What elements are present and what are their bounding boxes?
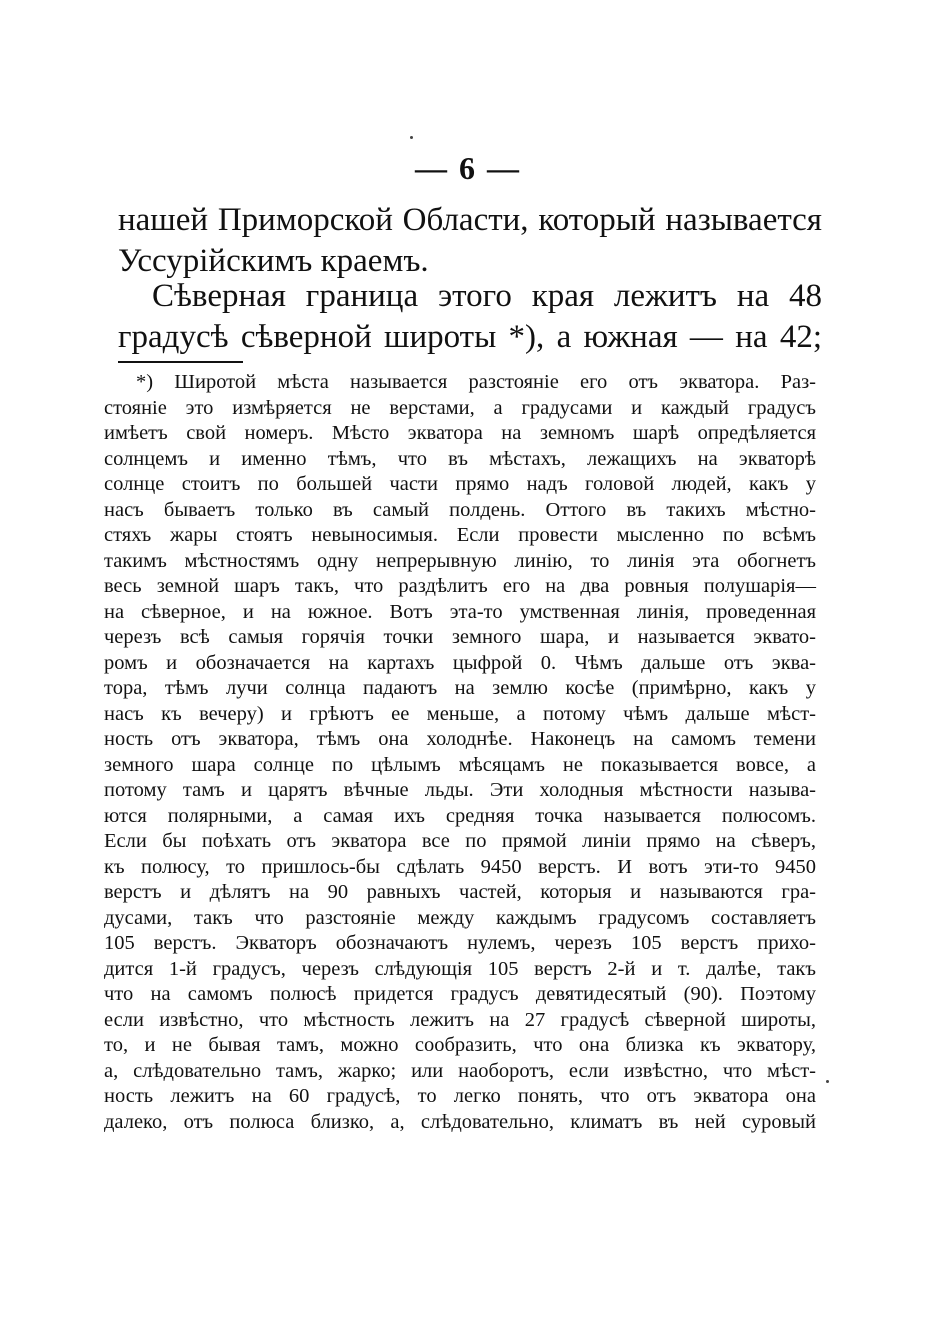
footnote-line: солнце стоитъ по большей части прямо надъ головой людей, какъ у	[104, 473, 816, 495]
footnote-line: тора, тѣмъ лучи солнца падаютъ на землю косѣе (примѣрно, какъ у	[104, 677, 816, 699]
footnote-line: насъ къ вечеру) и грѣютъ ее меньше, а потому чѣмъ дальше мѣст-	[104, 702, 816, 725]
footnote-line: ность отъ экватора, тѣмъ она холоднѣе. Наконецъ на самомъ темени	[104, 728, 816, 750]
footnote-line: ромъ и обозначается на картахъ цыфрой 0. Чѣмъ дальше отъ эква-	[104, 651, 816, 674]
footnote-line: далеко, отъ полюса близко, а, слѣдовательно, климатъ въ ней суровый	[104, 1110, 816, 1133]
footnote-line: черезъ всѣ самыя горячія точки земного шара, и называется эквато-	[104, 626, 816, 648]
print-speck	[410, 136, 413, 139]
main-line: Сѣверная граница этого края лежитъ на 48	[152, 278, 822, 314]
footnote-line: на сѣверное, и на южное. Вотъ эта-то умственная линія, проведенная	[104, 600, 816, 623]
footnote-line: потому тамъ и царятъ вѣчные льды. Эти холодныя мѣстности называ-	[104, 779, 816, 801]
main-paragraph-2	[118, 276, 822, 358]
footnote-line: ются полярными, а самая ихъ средняя точка называется полюсомъ.	[104, 804, 816, 827]
print-speck	[826, 1080, 829, 1083]
page-number: — 6 —	[415, 150, 521, 186]
footnote-line: Если бы поѣхать отъ экватора все по прямой линіи прямо на сѣверъ,	[104, 830, 816, 852]
footnote-line: насъ бываетъ только въ самый полдень. Оттого въ такихъ мѣстно-	[104, 498, 816, 521]
footnote-line: то, и не бывая тамъ, можно сообразить, что она близка къ экватору,	[104, 1034, 816, 1056]
footnote-line: а, слѣдовательно тамъ, жарко; или наоборотъ, если извѣстно, что мѣст-	[104, 1059, 816, 1082]
footnote-line: если извѣстно, что мѣстность лежитъ на 27 градусѣ сѣверной широты,	[104, 1008, 816, 1031]
footnote-line: 105 верстъ. Экваторъ обозначаютъ нулемъ, черезъ 105 верстъ прихо-	[104, 932, 816, 954]
footnote-line: солнцемъ и именно тѣмъ, что въ мѣстахъ, лежащихъ на экваторѣ	[104, 447, 816, 470]
footnote-line: стояніе это измѣряется не верстами, а градусами и каждый градусъ	[104, 396, 816, 419]
footnote-separator	[118, 361, 243, 363]
footnote-line: ность лежитъ на 60 градусѣ, то легко понять, что отъ экватора она	[104, 1085, 816, 1107]
footnote-line: стяхъ жары стоятъ невыносимыя. Если провести мысленно по всѣмъ	[104, 524, 816, 546]
main-paragraph-1	[118, 200, 822, 282]
main-line: градусѣ сѣверной широты *), а южная — на 42;	[118, 319, 822, 355]
footnote-line: дится 1-й градусъ, черезъ слѣдующія 105 верстъ 2-й и т. далѣе, такъ	[104, 957, 816, 980]
footnote-line: весь земной шаръ такъ, что раздѣлитъ его на два ровныя полушарія—	[104, 575, 816, 597]
footnote-line: что на самомъ полюсѣ придется градусъ девятидесятый (90). Поэтому	[104, 983, 816, 1005]
footnote-line: земного шара солнце по цѣлымъ мѣсяцамъ не показывается вовсе, а	[104, 753, 816, 776]
main-line: нашей Приморской Области, который называется	[118, 202, 822, 238]
footnote-line: къ полюсу, то пришлось-бы сдѣлать 9450 верстъ. И вотъ эти-то 9450	[104, 855, 816, 878]
main-line: Уссурійскимъ краемъ.	[118, 243, 429, 279]
footnote-line: дусами, такъ что разстояніе между каждымъ градусомъ составляетъ	[104, 906, 816, 929]
footnote-line: верстъ и дѣлятъ на 90 равныхъ частей, которыя и называются гра-	[104, 881, 816, 903]
footnote	[104, 370, 816, 1135]
footnote-line: такимъ мѣстностямъ одну непрерывную линію, то линія эта обогнетъ	[104, 549, 816, 572]
footnote-line: *) Широтой мѣста называется разстояніе его отъ экватора. Раз-	[136, 371, 816, 393]
footnote-line: имѣетъ свой номеръ. Мѣсто экватора на земномъ шарѣ опредѣляется	[104, 422, 816, 444]
